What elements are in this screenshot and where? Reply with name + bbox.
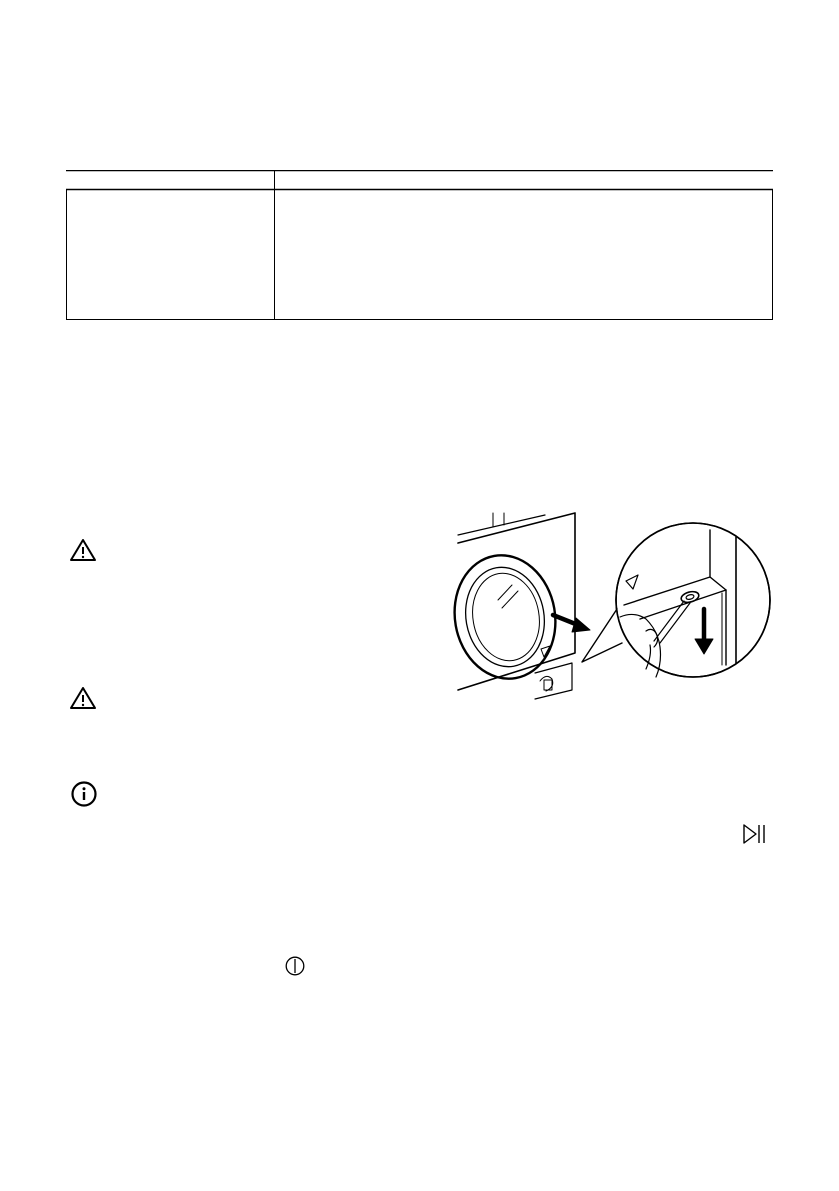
info-table (66, 170, 773, 320)
door-emergency-release-illustration (440, 505, 775, 700)
warning-triangle-icon (69, 686, 97, 710)
warning-triangle-icon (69, 538, 97, 562)
info-circle-icon (70, 780, 98, 808)
start-pause-icon (740, 822, 768, 846)
on-off-icon (284, 954, 306, 978)
